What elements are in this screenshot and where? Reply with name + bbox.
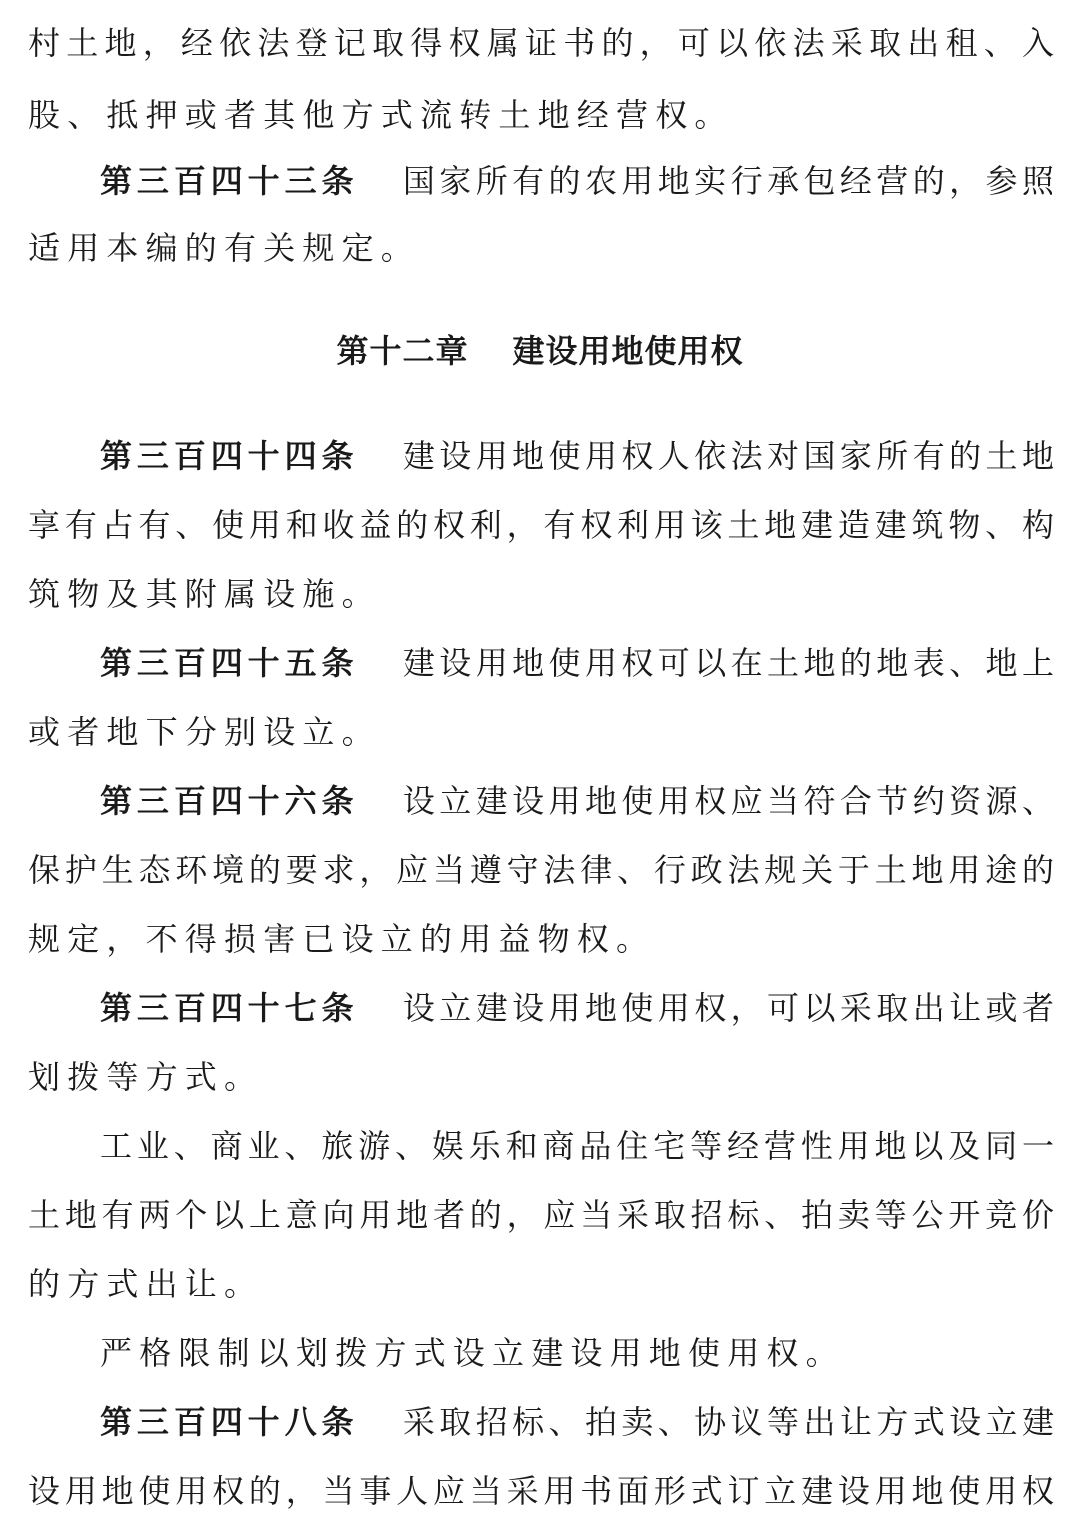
text-line: 土地有两个以上意向用地者的，应当采取招标、拍卖等公开竞价 (28, 1196, 1054, 1234)
chapter-number: 第十二章 (336, 332, 469, 370)
article-number: 第三百四十六条 (100, 782, 359, 820)
text-line: 规定，不得损害已设立的用益物权。 (28, 920, 656, 958)
text-line: 或者地下分别设立。 (28, 713, 381, 751)
text-line: 享有占有、使用和收益的权利，有权利用该土地建造建筑物、构 (28, 506, 1054, 544)
article-number: 第三百四十四条 (100, 437, 359, 475)
article-347 (100, 979, 1054, 1037)
text-line: 工业、商业、旅游、娱乐和商品住宅等经营性用地以及同一 (100, 1127, 1054, 1165)
chapter-title: 建设用地使用权 (512, 332, 744, 370)
text-line: 适用本编的有关规定。 (28, 229, 421, 267)
article-text: 建设用地使用权可以在土地的地表、地上 (398, 644, 1054, 682)
chapter-heading (0, 322, 1080, 380)
article-345 (100, 634, 1054, 692)
article-343 (100, 152, 1054, 210)
article-344 (100, 427, 1054, 485)
article-346 (100, 772, 1054, 830)
text-line: 的方式出让。 (28, 1265, 264, 1303)
text-line: 保护生态环境的要求，应当遵守法律、行政法规关于土地用途的 (28, 851, 1054, 889)
article-text: 采取招标、拍卖、协议等出让方式设立建 (398, 1403, 1054, 1441)
article-348 (100, 1393, 1054, 1451)
text-line: 股、抵押或者其他方式流转土地经营权。 (28, 96, 734, 134)
article-number: 第三百四十五条 (100, 644, 359, 682)
article-text: 国家所有的农用地实行承包经营的，参照 (398, 162, 1054, 200)
text-line: 村土地，经依法登记取得权属证书的，可以依法采取出租、入 (28, 24, 1054, 62)
article-text: 建设用地使用权人依法对国家所有的土地 (398, 437, 1054, 475)
article-number: 第三百四十三条 (100, 162, 359, 200)
article-text: 设立建设用地使用权，可以采取出让或者 (398, 989, 1054, 1027)
article-number: 第三百四十八条 (100, 1403, 359, 1441)
article-number: 第三百四十七条 (100, 989, 359, 1027)
text-line: 筑物及其附属设施。 (28, 575, 381, 613)
article-text: 设立建设用地使用权应当符合节约资源、 (398, 782, 1054, 820)
text-line: 设用地使用权的，当事人应当采用书面形式订立建设用地使用权 (28, 1472, 1054, 1510)
text-line: 严格限制以划拨方式设立建设用地使用权。 (100, 1334, 845, 1372)
text-line: 划拨等方式。 (28, 1058, 264, 1096)
